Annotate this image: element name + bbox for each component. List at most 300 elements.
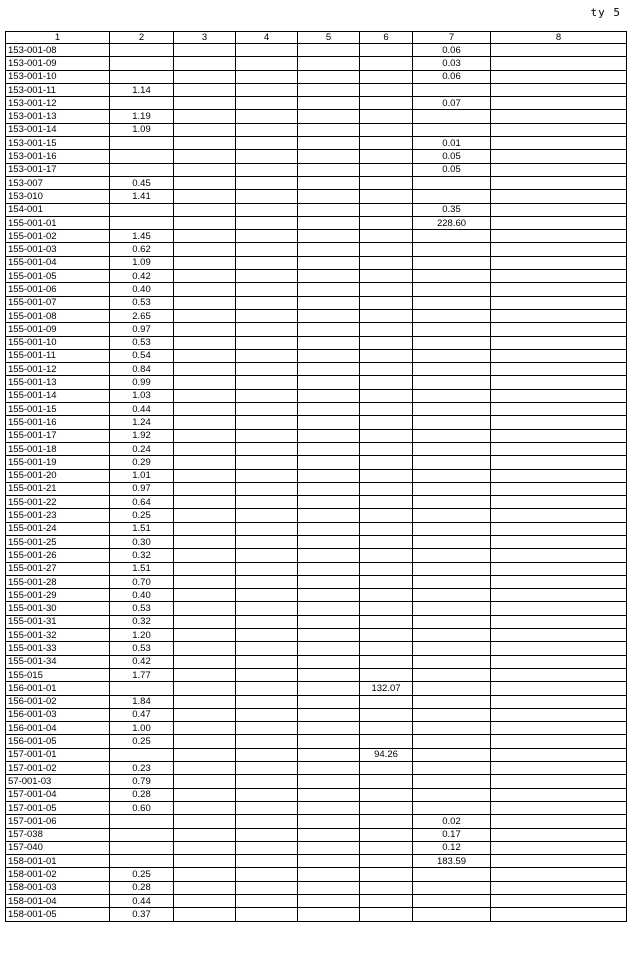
table-row xyxy=(6,629,627,642)
value-cell-col5 xyxy=(298,70,360,83)
value-cell-col7 xyxy=(413,110,491,123)
table-row xyxy=(6,349,627,362)
value-cell-col2: 1.00 xyxy=(110,722,174,735)
value-cell-col5 xyxy=(298,655,360,668)
value-cell-col5 xyxy=(298,629,360,642)
value-cell-col8 xyxy=(491,522,627,535)
value-cell-col4 xyxy=(236,296,298,309)
value-cell-col8 xyxy=(491,57,627,70)
value-cell-col3 xyxy=(174,908,236,921)
value-cell-col3 xyxy=(174,57,236,70)
value-cell-col3 xyxy=(174,336,236,349)
value-cell-col7 xyxy=(413,230,491,243)
table-row xyxy=(6,589,627,602)
value-cell-col8 xyxy=(491,482,627,495)
value-cell-col8 xyxy=(491,442,627,455)
value-cell-col8 xyxy=(491,855,627,868)
value-cell-col3 xyxy=(174,682,236,695)
table-row xyxy=(6,562,627,575)
value-cell-col3 xyxy=(174,482,236,495)
table-row xyxy=(6,722,627,735)
value-cell-col7: 0.06 xyxy=(413,44,491,57)
value-cell-col4 xyxy=(236,615,298,628)
value-cell-col7 xyxy=(413,323,491,336)
value-cell-col6 xyxy=(360,203,413,216)
value-cell-col4 xyxy=(236,137,298,150)
table-row xyxy=(6,668,627,681)
value-cell-col2: 0.25 xyxy=(110,509,174,522)
value-cell-col6 xyxy=(360,602,413,615)
value-cell-col2: 0.53 xyxy=(110,296,174,309)
value-cell-col3 xyxy=(174,855,236,868)
value-cell-col2: 1.14 xyxy=(110,83,174,96)
value-cell-col4 xyxy=(236,389,298,402)
value-cell-col5 xyxy=(298,788,360,801)
value-cell-col7 xyxy=(413,801,491,814)
value-cell-col6 xyxy=(360,376,413,389)
value-cell-col7 xyxy=(413,602,491,615)
value-cell-col8 xyxy=(491,895,627,908)
value-cell-col8 xyxy=(491,416,627,429)
row-code-cell: 156-001-01 xyxy=(6,682,110,695)
row-code-cell: 153-010 xyxy=(6,190,110,203)
value-cell-col3 xyxy=(174,283,236,296)
value-cell-col4 xyxy=(236,801,298,814)
value-cell-col7 xyxy=(413,762,491,775)
value-cell-col4 xyxy=(236,429,298,442)
value-cell-col3 xyxy=(174,376,236,389)
value-cell-col7 xyxy=(413,283,491,296)
value-cell-col6 xyxy=(360,775,413,788)
value-cell-col7: 0.01 xyxy=(413,137,491,150)
value-cell-col3 xyxy=(174,243,236,256)
value-cell-col3 xyxy=(174,270,236,283)
value-cell-col6: 132.07 xyxy=(360,682,413,695)
table-row xyxy=(6,655,627,668)
value-cell-col7 xyxy=(413,190,491,203)
value-cell-col6: 94.26 xyxy=(360,748,413,761)
value-cell-col4 xyxy=(236,589,298,602)
value-cell-col5 xyxy=(298,256,360,269)
value-cell-col3 xyxy=(174,695,236,708)
value-cell-col5 xyxy=(298,562,360,575)
value-cell-col4 xyxy=(236,363,298,376)
value-cell-col2: 0.45 xyxy=(110,176,174,189)
value-cell-col8 xyxy=(491,629,627,642)
value-cell-col5 xyxy=(298,270,360,283)
value-cell-col2: 0.42 xyxy=(110,270,174,283)
value-cell-col2: 1.84 xyxy=(110,695,174,708)
value-cell-col2: 1.01 xyxy=(110,469,174,482)
value-cell-col4 xyxy=(236,708,298,721)
value-cell-col5 xyxy=(298,615,360,628)
value-cell-col2 xyxy=(110,815,174,828)
table-row xyxy=(6,602,627,615)
row-code-cell: 155-001-14 xyxy=(6,389,110,402)
value-cell-col7: 0.05 xyxy=(413,163,491,176)
value-cell-col8 xyxy=(491,83,627,96)
column-header: 8 xyxy=(491,32,627,44)
value-cell-col4 xyxy=(236,682,298,695)
value-cell-col7 xyxy=(413,642,491,655)
value-cell-col8 xyxy=(491,589,627,602)
value-cell-col2: 1.19 xyxy=(110,110,174,123)
value-cell-col8 xyxy=(491,230,627,243)
value-cell-col2: 1.03 xyxy=(110,389,174,402)
value-cell-col5 xyxy=(298,775,360,788)
value-cell-col6 xyxy=(360,403,413,416)
value-cell-col3 xyxy=(174,83,236,96)
value-cell-col3 xyxy=(174,762,236,775)
value-cell-col7 xyxy=(413,722,491,735)
value-cell-col2: 1.20 xyxy=(110,629,174,642)
value-cell-col3 xyxy=(174,549,236,562)
value-cell-col2: 0.84 xyxy=(110,363,174,376)
value-cell-col8 xyxy=(491,801,627,814)
value-cell-col4 xyxy=(236,57,298,70)
column-header: 7 xyxy=(413,32,491,44)
value-cell-col2: 0.64 xyxy=(110,496,174,509)
value-cell-col7: 183.59 xyxy=(413,855,491,868)
table-row xyxy=(6,376,627,389)
value-cell-col7 xyxy=(413,908,491,921)
value-cell-col6 xyxy=(360,97,413,110)
value-cell-col3 xyxy=(174,469,236,482)
data-table xyxy=(5,31,627,922)
value-cell-col3 xyxy=(174,70,236,83)
table-row xyxy=(6,496,627,509)
row-code-cell: 155-001-24 xyxy=(6,522,110,535)
value-cell-col4 xyxy=(236,655,298,668)
value-cell-col2: 0.32 xyxy=(110,615,174,628)
value-cell-col8 xyxy=(491,376,627,389)
value-cell-col4 xyxy=(236,828,298,841)
value-cell-col7 xyxy=(413,83,491,96)
value-cell-col2: 1.45 xyxy=(110,230,174,243)
row-code-cell: 155-001-33 xyxy=(6,642,110,655)
value-cell-col2: 2.65 xyxy=(110,309,174,322)
value-cell-col2 xyxy=(110,44,174,57)
value-cell-col2 xyxy=(110,163,174,176)
table-row xyxy=(6,788,627,801)
value-cell-col7 xyxy=(413,403,491,416)
value-cell-col4 xyxy=(236,762,298,775)
value-cell-col3 xyxy=(174,748,236,761)
value-cell-col6 xyxy=(360,509,413,522)
table-row xyxy=(6,283,627,296)
row-code-cell: 157-001-06 xyxy=(6,815,110,828)
table-row xyxy=(6,748,627,761)
value-cell-col4 xyxy=(236,735,298,748)
value-cell-col5 xyxy=(298,150,360,163)
table-row xyxy=(6,442,627,455)
value-cell-col5 xyxy=(298,708,360,721)
value-cell-col7: 0.35 xyxy=(413,203,491,216)
value-cell-col2 xyxy=(110,855,174,868)
row-code-cell: 154-001 xyxy=(6,203,110,216)
value-cell-col7 xyxy=(413,349,491,362)
value-cell-col3 xyxy=(174,203,236,216)
table-row xyxy=(6,70,627,83)
value-cell-col5 xyxy=(298,748,360,761)
value-cell-col5 xyxy=(298,456,360,469)
value-cell-col5 xyxy=(298,535,360,548)
value-cell-col2: 1.51 xyxy=(110,522,174,535)
value-cell-col5 xyxy=(298,469,360,482)
value-cell-col8 xyxy=(491,176,627,189)
row-code-cell: 153-001-12 xyxy=(6,97,110,110)
table-row xyxy=(6,895,627,908)
value-cell-col4 xyxy=(236,256,298,269)
value-cell-col7 xyxy=(413,416,491,429)
value-cell-col8 xyxy=(491,283,627,296)
value-cell-col4 xyxy=(236,841,298,854)
value-cell-col8 xyxy=(491,163,627,176)
value-cell-col6 xyxy=(360,535,413,548)
value-cell-col2: 0.62 xyxy=(110,243,174,256)
table-row xyxy=(6,363,627,376)
table-row xyxy=(6,482,627,495)
value-cell-col2: 0.29 xyxy=(110,456,174,469)
row-code-cell: 155-001-12 xyxy=(6,363,110,376)
value-cell-col2: 0.32 xyxy=(110,549,174,562)
value-cell-col7 xyxy=(413,881,491,894)
row-code-cell: 155-015 xyxy=(6,668,110,681)
value-cell-col7 xyxy=(413,788,491,801)
table-row xyxy=(6,575,627,588)
value-cell-col6 xyxy=(360,642,413,655)
value-cell-col2: 0.30 xyxy=(110,535,174,548)
row-code-cell: 153-001-13 xyxy=(6,110,110,123)
value-cell-col5 xyxy=(298,509,360,522)
value-cell-col4 xyxy=(236,522,298,535)
table-row xyxy=(6,868,627,881)
value-cell-col2 xyxy=(110,97,174,110)
row-code-cell: 155-001-01 xyxy=(6,216,110,229)
value-cell-col3 xyxy=(174,442,236,455)
value-cell-col7 xyxy=(413,296,491,309)
value-cell-col5 xyxy=(298,137,360,150)
value-cell-col6 xyxy=(360,881,413,894)
value-cell-col7 xyxy=(413,708,491,721)
table-row xyxy=(6,815,627,828)
value-cell-col8 xyxy=(491,708,627,721)
table-row xyxy=(6,309,627,322)
value-cell-col6 xyxy=(360,309,413,322)
value-cell-col5 xyxy=(298,442,360,455)
row-code-cell: 153-007 xyxy=(6,176,110,189)
value-cell-col3 xyxy=(174,389,236,402)
row-code-cell: 155-001-06 xyxy=(6,283,110,296)
value-cell-col4 xyxy=(236,416,298,429)
value-cell-col2: 1.41 xyxy=(110,190,174,203)
table-row xyxy=(6,642,627,655)
value-cell-col4 xyxy=(236,881,298,894)
value-cell-col3 xyxy=(174,722,236,735)
value-cell-col4 xyxy=(236,110,298,123)
table-row xyxy=(6,615,627,628)
value-cell-col7 xyxy=(413,123,491,136)
value-cell-col7 xyxy=(413,682,491,695)
value-cell-col4 xyxy=(236,336,298,349)
table-row xyxy=(6,203,627,216)
value-cell-col6 xyxy=(360,176,413,189)
value-cell-col8 xyxy=(491,203,627,216)
value-cell-col5 xyxy=(298,695,360,708)
value-cell-col7 xyxy=(413,429,491,442)
table-row xyxy=(6,163,627,176)
value-cell-col4 xyxy=(236,775,298,788)
row-code-cell: 155-001-05 xyxy=(6,270,110,283)
table-row xyxy=(6,762,627,775)
row-code-cell: 157-001-01 xyxy=(6,748,110,761)
value-cell-col6 xyxy=(360,855,413,868)
row-code-cell: 158-001-03 xyxy=(6,881,110,894)
value-cell-col7 xyxy=(413,735,491,748)
table-row xyxy=(6,522,627,535)
row-code-cell: 155-001-23 xyxy=(6,509,110,522)
value-cell-col2: 1.09 xyxy=(110,123,174,136)
value-cell-col8 xyxy=(491,256,627,269)
value-cell-col6 xyxy=(360,163,413,176)
value-cell-col4 xyxy=(236,722,298,735)
value-cell-col5 xyxy=(298,44,360,57)
row-code-cell: 155-001-34 xyxy=(6,655,110,668)
value-cell-col4 xyxy=(236,403,298,416)
row-code-cell: 158-001-02 xyxy=(6,868,110,881)
value-cell-col8 xyxy=(491,190,627,203)
table-row xyxy=(6,855,627,868)
value-cell-col6 xyxy=(360,668,413,681)
value-cell-col5 xyxy=(298,416,360,429)
value-cell-col5 xyxy=(298,496,360,509)
table-body xyxy=(6,44,627,922)
value-cell-col6 xyxy=(360,230,413,243)
value-cell-col7 xyxy=(413,868,491,881)
value-cell-col3 xyxy=(174,416,236,429)
value-cell-col2: 0.37 xyxy=(110,908,174,921)
value-cell-col4 xyxy=(236,349,298,362)
value-cell-col6 xyxy=(360,190,413,203)
value-cell-col4 xyxy=(236,496,298,509)
value-cell-col3 xyxy=(174,522,236,535)
table-row xyxy=(6,456,627,469)
value-cell-col2: 0.53 xyxy=(110,642,174,655)
value-cell-col7 xyxy=(413,270,491,283)
value-cell-col2: 0.28 xyxy=(110,881,174,894)
table-row xyxy=(6,682,627,695)
row-code-cell: 155-001-30 xyxy=(6,602,110,615)
table-row xyxy=(6,110,627,123)
value-cell-col8 xyxy=(491,748,627,761)
value-cell-col2: 1.77 xyxy=(110,668,174,681)
value-cell-col4 xyxy=(236,469,298,482)
value-cell-col7 xyxy=(413,895,491,908)
table-row xyxy=(6,429,627,442)
column-header: 4 xyxy=(236,32,298,44)
value-cell-col8 xyxy=(491,908,627,921)
value-cell-col3 xyxy=(174,708,236,721)
value-cell-col5 xyxy=(298,389,360,402)
value-cell-col4 xyxy=(236,270,298,283)
value-cell-col5 xyxy=(298,176,360,189)
table-row xyxy=(6,270,627,283)
value-cell-col4 xyxy=(236,642,298,655)
value-cell-col5 xyxy=(298,97,360,110)
value-cell-col3 xyxy=(174,668,236,681)
row-code-cell: 155-001-02 xyxy=(6,230,110,243)
value-cell-col7 xyxy=(413,629,491,642)
row-code-cell: 157-038 xyxy=(6,828,110,841)
value-cell-col8 xyxy=(491,642,627,655)
value-cell-col6 xyxy=(360,349,413,362)
value-cell-col7 xyxy=(413,469,491,482)
value-cell-col3 xyxy=(174,163,236,176)
value-cell-col3 xyxy=(174,496,236,509)
value-cell-col2: 0.24 xyxy=(110,442,174,455)
value-cell-col5 xyxy=(298,908,360,921)
value-cell-col2 xyxy=(110,748,174,761)
table-row xyxy=(6,296,627,309)
value-cell-col6 xyxy=(360,615,413,628)
table-row xyxy=(6,841,627,854)
value-cell-col7: 0.07 xyxy=(413,97,491,110)
value-cell-col3 xyxy=(174,841,236,854)
table-row xyxy=(6,403,627,416)
value-cell-col4 xyxy=(236,190,298,203)
row-code-cell: 155-001-07 xyxy=(6,296,110,309)
value-cell-col8 xyxy=(491,469,627,482)
value-cell-col7 xyxy=(413,442,491,455)
value-cell-col4 xyxy=(236,176,298,189)
value-cell-col6 xyxy=(360,57,413,70)
value-cell-col2 xyxy=(110,682,174,695)
value-cell-col6 xyxy=(360,828,413,841)
value-cell-col5 xyxy=(298,881,360,894)
value-cell-col6 xyxy=(360,243,413,256)
value-cell-col5 xyxy=(298,230,360,243)
value-cell-col7 xyxy=(413,668,491,681)
row-code-cell: 157-001-04 xyxy=(6,788,110,801)
value-cell-col3 xyxy=(174,735,236,748)
value-cell-col8 xyxy=(491,841,627,854)
value-cell-col2: 0.44 xyxy=(110,403,174,416)
row-code-cell: 155-001-16 xyxy=(6,416,110,429)
value-cell-col3 xyxy=(174,110,236,123)
value-cell-col6 xyxy=(360,549,413,562)
value-cell-col2: 1.24 xyxy=(110,416,174,429)
page-number: ty 5 xyxy=(590,6,621,19)
value-cell-col8 xyxy=(491,881,627,894)
table-row xyxy=(6,416,627,429)
value-cell-col5 xyxy=(298,575,360,588)
row-code-cell: 155-001-31 xyxy=(6,615,110,628)
value-cell-col4 xyxy=(236,123,298,136)
table-row xyxy=(6,83,627,96)
value-cell-col2: 0.44 xyxy=(110,895,174,908)
value-cell-col6 xyxy=(360,123,413,136)
value-cell-col5 xyxy=(298,296,360,309)
table-row xyxy=(6,97,627,110)
value-cell-col4 xyxy=(236,70,298,83)
value-cell-col7 xyxy=(413,748,491,761)
value-cell-col2: 0.25 xyxy=(110,868,174,881)
value-cell-col4 xyxy=(236,575,298,588)
value-cell-col8 xyxy=(491,668,627,681)
table-row xyxy=(6,549,627,562)
value-cell-col2 xyxy=(110,57,174,70)
value-cell-col7 xyxy=(413,775,491,788)
